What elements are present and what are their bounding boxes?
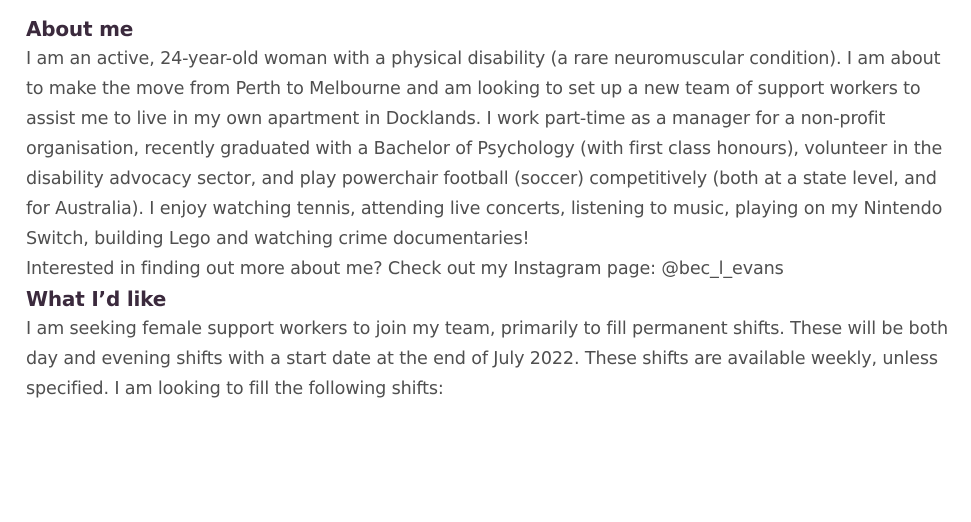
what-id-like-paragraph: I am seeking female support workers to join my team, primarily to fill permanent shifts. These will be both day and evening shifts with a start date at the end of July 2022. These shifts are available weekly, unless specified. I am looking to fill the following shifts: — [26, 319, 948, 399]
instagram-line: Interested in finding out more about me? Check out my Instagram page: @bec_l_evans — [26, 259, 784, 279]
about-me-paragraph: I am an active, 24-year-old woman with a physical disability (a rare neuromuscular condition). I am about to make the move from Perth to Melbourne and am looking to set up a new team of support workers to assist me to live in my own apartment in Docklands. I work part-time as a manager for a non-profit organisation, recently graduated with a Bachelor of Psychology (with first class honours), volunteer in the disability advocacy sector, and play powerchair football (soccer) competitively (both at a state level, and for Australia). I enjoy watching tennis, attending live concerts, listening to music, playing on my Nintendo Switch, building Lego and watching crime documentaries! — [26, 49, 943, 249]
what-id-like-heading: What I’d like — [26, 287, 167, 311]
about-me-heading: About me — [26, 17, 134, 41]
